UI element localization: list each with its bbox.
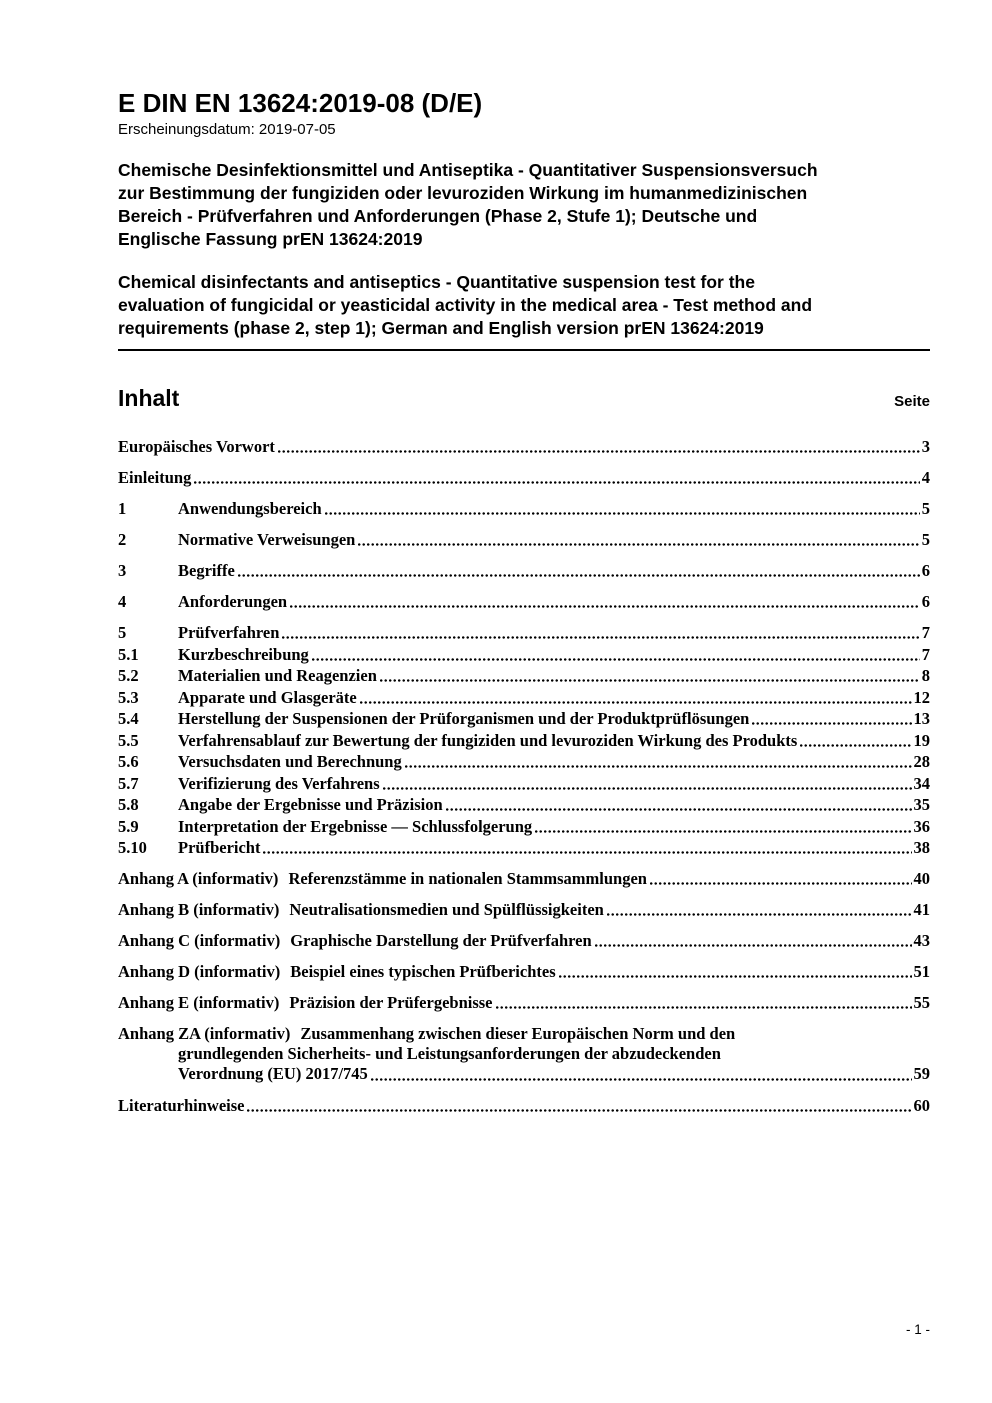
- title-german-line: Englische Fassung prEN 13624:2019: [118, 229, 423, 249]
- dot-leader: [238, 574, 920, 577]
- toc-entry-label: grundlegenden Sicherheits- und Leistungsanforderungen der abzudeckenden: [178, 1044, 721, 1063]
- toc-entry-label: Apparate und Glasgeräte: [178, 687, 357, 707]
- toc-page-number: 8: [921, 666, 930, 685]
- toc-page-number: 51: [913, 962, 930, 981]
- dot-leader: [650, 882, 912, 885]
- dot-leader: [325, 512, 920, 515]
- toc-entry: [118, 731, 930, 750]
- toc-entry-number: 5.1: [118, 644, 139, 664]
- toc-page-number: 43: [913, 931, 930, 950]
- toc-page-number: 59: [913, 1064, 930, 1083]
- footer-page-number: - 1 -: [905, 1322, 930, 1337]
- toc-entry-number: 5.5: [118, 730, 139, 750]
- dot-leader: [800, 744, 911, 747]
- toc-page-number: 34: [913, 773, 930, 793]
- toc-page-number: 19: [913, 730, 930, 750]
- title-german: [118, 159, 930, 251]
- toc-page-number: 35: [913, 795, 930, 814]
- dot-leader: [380, 679, 920, 682]
- toc-entry-number: 5.9: [118, 816, 139, 836]
- dot-leader: [263, 851, 911, 854]
- toc-entry-prefix: Anhang C (informativ): [118, 931, 281, 950]
- toc-entry-label: Graphische Darstellung der Prüfverfahren: [290, 931, 592, 950]
- toc-entry: [118, 752, 930, 771]
- toc-entry-label: Versuchsdaten und Berechnung: [178, 752, 402, 771]
- toc-entry-label: Präzision der Prüfergebnisse: [289, 993, 493, 1012]
- toc-entry-label: Prüfbericht: [178, 838, 261, 857]
- title-english-line: requirements (phase 2, step 1); German and English version prEN 13624:2019: [118, 318, 764, 338]
- toc-page-number: 3: [921, 437, 930, 456]
- toc-entry-line: [118, 1044, 930, 1064]
- toc-page-number: 28: [913, 752, 930, 771]
- dot-leader: [446, 808, 912, 811]
- toc-entry-label: Einleitung: [118, 468, 192, 487]
- toc-page-number: 13: [913, 709, 930, 728]
- toc-page-number: 60: [913, 1096, 930, 1115]
- toc-entry-label: Materialien und Reagenzien: [178, 666, 377, 685]
- toc-entry-number: 5.3: [118, 687, 139, 707]
- dot-leader: [358, 543, 919, 546]
- publication-date: Erscheinungsdatum: 2019-07-05: [118, 121, 336, 138]
- dot-leader: [312, 658, 920, 661]
- title-english-line: Chemical disinfectants and antiseptics - Quantitative suspension test for the: [118, 272, 755, 292]
- toc-entry-label: Literaturhinweise: [118, 1096, 245, 1115]
- dot-leader: [535, 830, 911, 833]
- toc-entry-line: [118, 1024, 930, 1044]
- toc-page-number: 6: [921, 592, 930, 611]
- dot-leader: [247, 1109, 911, 1112]
- toc-page-number: 7: [921, 644, 930, 664]
- toc-entry: [118, 709, 930, 728]
- toc-entry-prefix: Anhang D (informativ): [118, 962, 281, 981]
- toc-page-number: 40: [913, 869, 930, 888]
- toc-entry-prefix: Anhang B (informativ): [118, 900, 280, 919]
- toc-entry: [118, 900, 930, 919]
- toc-entry-label: Interpretation der Ergebnisse — Schlussfolgerung: [178, 816, 533, 836]
- toc-entry: [118, 774, 930, 793]
- dot-leader: [290, 605, 920, 608]
- toc-entry: [118, 530, 930, 549]
- toc-entry-label: Normative Verweisungen: [178, 530, 356, 549]
- toc-entry: [118, 468, 930, 487]
- toc-page-number: 7: [921, 623, 930, 642]
- toc-page-number: 38: [913, 838, 930, 857]
- toc-entry-label: Europäisches Vorwort: [118, 437, 275, 456]
- toc-entry-number: 5.4: [118, 709, 139, 728]
- toc-entry-number: 5.8: [118, 795, 139, 814]
- page-column-label: Seite: [894, 393, 930, 410]
- toc-entry-label: Herstellung der Suspensionen der Prüforganismen und der Produktprüflösungen: [178, 709, 750, 728]
- title-english-line: evaluation of fungicidal or yeasticidal activity in the medical area - Test method and: [118, 295, 813, 315]
- toc-entry-label: Beispiel eines typischen Prüfberichtes: [290, 962, 556, 981]
- toc-entry: [118, 645, 930, 664]
- dot-leader: [383, 787, 912, 790]
- toc-entry-number: 5.2: [118, 666, 139, 685]
- toc-page-number: 4: [921, 468, 930, 487]
- toc-entry: [118, 1096, 930, 1115]
- toc-entry-number: 5.10: [118, 838, 147, 857]
- toc-entry-label: Referenzstämme in nationalen Stammsammlungen: [288, 869, 647, 888]
- dot-leader: [282, 636, 919, 639]
- toc-entry-prefix: Anhang A (informativ): [118, 869, 279, 888]
- toc-entry: [118, 993, 930, 1012]
- toc-entry-number: 3: [118, 561, 127, 580]
- toc-entry: [118, 931, 930, 950]
- toc-page-number: 5: [921, 530, 930, 549]
- dot-leader: [278, 450, 920, 453]
- toc-entry-line: [118, 1064, 930, 1084]
- dot-leader: [752, 722, 911, 725]
- dot-leader: [595, 944, 912, 947]
- toc-page-number: 12: [913, 687, 930, 707]
- toc-entry-label: Prüfverfahren: [178, 623, 280, 642]
- toc-entry-label: Anwendungsbereich: [178, 499, 322, 518]
- toc-entry-label: Begriffe: [178, 561, 235, 580]
- toc-page-number: 6: [921, 561, 930, 580]
- dot-leader: [559, 975, 912, 978]
- toc-page-number: 5: [921, 499, 930, 518]
- toc-header-row: [118, 385, 930, 415]
- toc-entry: [118, 838, 930, 857]
- toc-entry: [118, 437, 930, 456]
- toc-entry-number: 1: [118, 499, 127, 518]
- title-german-line: Bereich - Prüfverfahren und Anforderungen (Phase 2, Stufe 1); Deutsche und: [118, 206, 758, 226]
- toc-entry-label: Neutralisationsmedien und Spülflüssigkeiten: [289, 900, 604, 919]
- toc-entry: [118, 1024, 930, 1084]
- dot-leader: [607, 913, 912, 916]
- dot-leader: [405, 765, 912, 768]
- toc-entry-number: 5.6: [118, 752, 139, 771]
- toc-entry: [118, 962, 930, 981]
- toc-page-number: 41: [913, 900, 930, 919]
- toc-entry-label: Angabe der Ergebnisse und Präzision: [178, 795, 443, 814]
- toc-entry: [118, 561, 930, 580]
- dot-leader: [496, 1006, 912, 1009]
- toc-entry: [118, 817, 930, 836]
- title-german-line: zur Bestimmung der fungiziden oder levuroziden Wirkung im humanmedizinischen: [118, 183, 808, 203]
- toc-entry: [118, 795, 930, 814]
- toc-entry: [118, 869, 930, 888]
- toc-entry-number: 2: [118, 530, 127, 549]
- toc-heading: Inhalt: [118, 385, 180, 411]
- dot-leader: [360, 701, 912, 704]
- toc-entry-prefix: Anhang ZA (informativ): [118, 1024, 291, 1043]
- toc-page-number: 55: [913, 993, 930, 1012]
- toc-entry: [118, 499, 930, 518]
- toc-entry: [118, 688, 930, 707]
- toc-entry-label: Verordnung (EU) 2017/745: [178, 1064, 368, 1083]
- toc-entry-label: Verfahrensablauf zur Bewertung der fungiziden und levuroziden Wirkung des Produkts: [178, 730, 798, 750]
- toc-entry: [118, 666, 930, 685]
- title-german-line: Chemische Desinfektionsmittel und Antiseptika - Quantitativer Suspensionsversuch: [118, 160, 818, 180]
- toc-entry-number: 5: [118, 623, 127, 642]
- doc-number: E DIN EN 13624:2019-08 (D/E): [118, 88, 483, 118]
- dot-leader: [194, 481, 919, 484]
- toc-page-number: 36: [913, 816, 930, 836]
- toc-entry: [118, 592, 930, 611]
- toc-entry: [118, 623, 930, 642]
- toc-entry-label: Zusammenhang zwischen dieser Europäischen Norm und den: [300, 1024, 736, 1043]
- toc-entry-label: Verifizierung des Verfahrens: [178, 773, 380, 793]
- title-english: [118, 271, 930, 351]
- toc-entry-number: 5.7: [118, 773, 139, 793]
- toc-list: [118, 437, 930, 1115]
- toc-entry-label: Kurzbeschreibung: [178, 644, 309, 664]
- toc-entry-label: Anforderungen: [178, 592, 288, 611]
- toc-entry-number: 4: [118, 592, 127, 611]
- dot-leader: [371, 1078, 912, 1081]
- toc-entry-prefix: Anhang E (informativ): [118, 993, 280, 1012]
